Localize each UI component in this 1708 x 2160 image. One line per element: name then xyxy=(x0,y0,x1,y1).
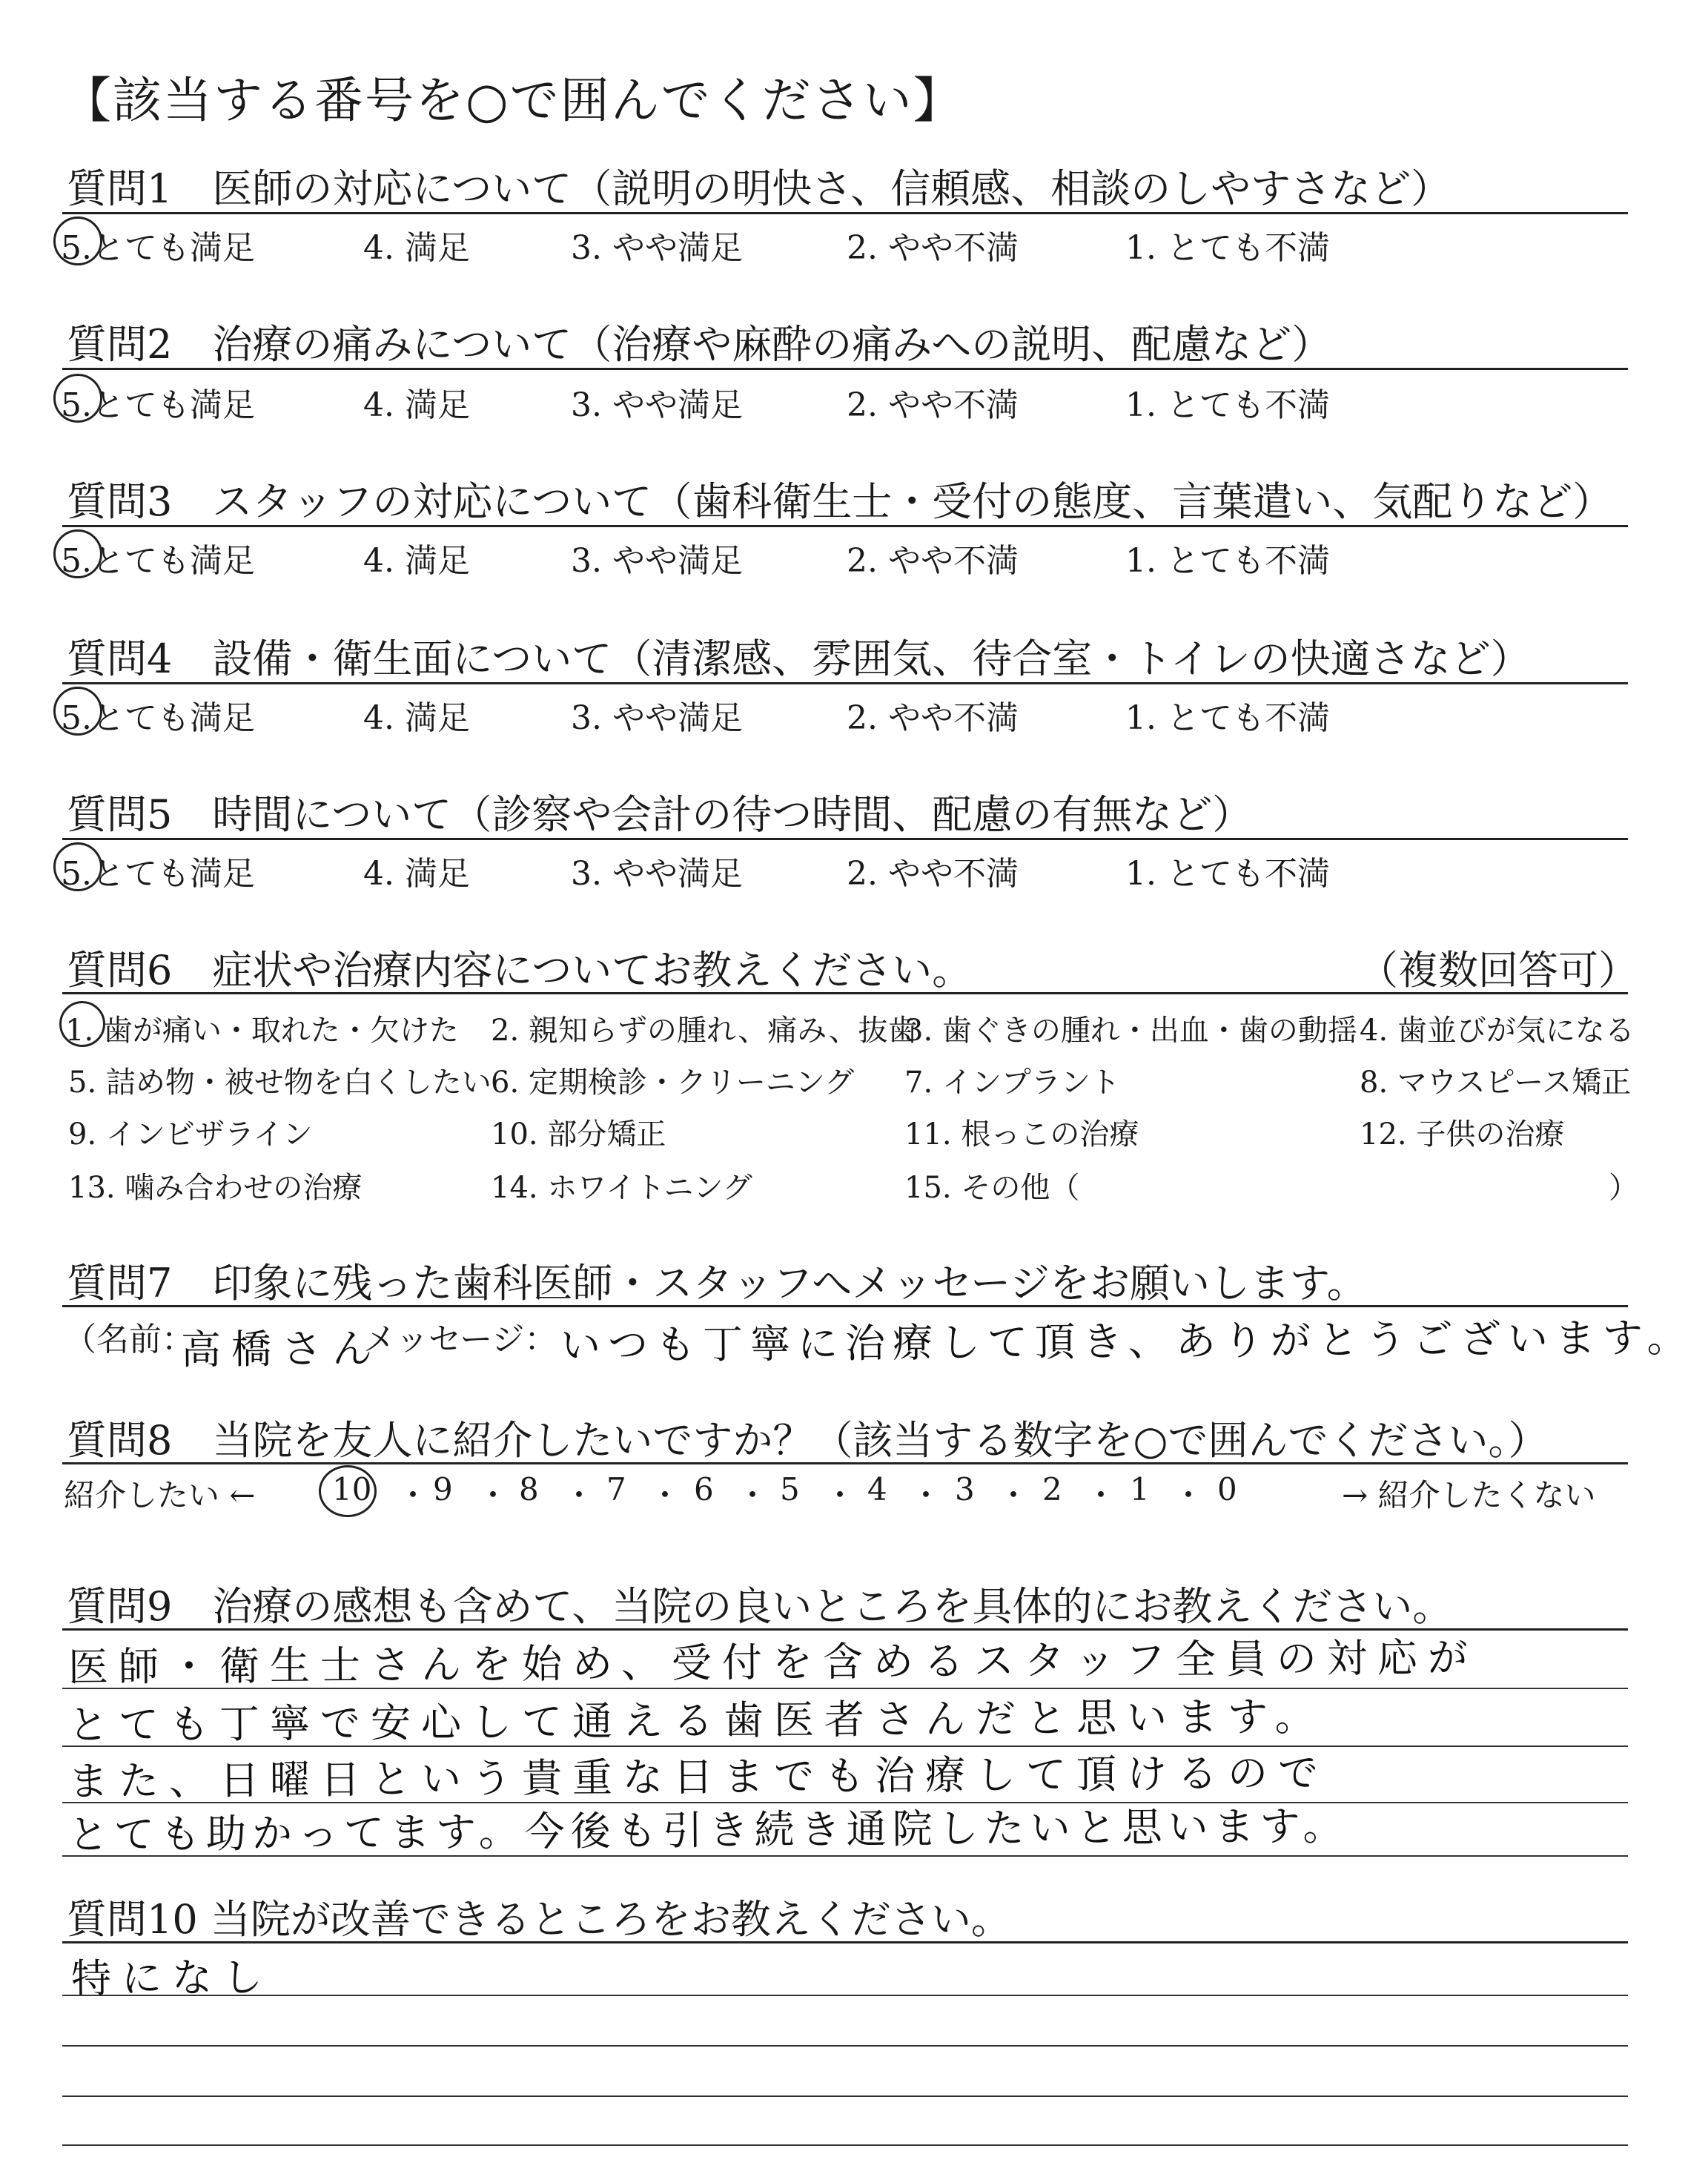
question-6-note: （複数回答可） xyxy=(1358,947,1638,994)
q3-option-3[interactable]: 3. やや満足 xyxy=(571,542,743,580)
question-7-rule xyxy=(62,1305,1628,1307)
q8-selection-circle xyxy=(319,1465,377,1517)
q2-option-2[interactable]: 2. やや不満 xyxy=(847,386,1019,424)
question-4-rule xyxy=(62,682,1628,684)
q4-option-5[interactable]: 5.とても満足 xyxy=(61,699,255,737)
q5-option-5[interactable]: 5.とても満足 xyxy=(61,855,255,893)
question-10-rule-4 xyxy=(62,2095,1628,2097)
question-1-rule xyxy=(62,212,1628,214)
q9-answer-line-3[interactable]: また、日曜日という貴重な日までも治療して頂けるので xyxy=(67,1749,1329,1805)
q4-option-1[interactable]: 1. とても不満 xyxy=(1125,699,1330,737)
q5-option-1[interactable]: 1. とても不満 xyxy=(1125,855,1330,893)
q8-scale-3[interactable]: 3 xyxy=(955,1471,975,1507)
q9-answer-line-1[interactable]: 医師・衛生士さんを始め、受付を含めるスタッフ全員の対応が xyxy=(67,1634,1479,1691)
q7-message-value[interactable]: いつも丁寧に治療して頂き、ありがとうございます。 xyxy=(560,1314,1695,1369)
q8-scale-4[interactable]: 4 xyxy=(867,1471,887,1507)
q7-name-label: （名前： xyxy=(64,1321,194,1358)
q8-scale-sep: ・ xyxy=(649,1477,681,1513)
question-6-rule xyxy=(62,992,1628,994)
q4-option-2[interactable]: 2. やや不満 xyxy=(847,699,1019,737)
question-5-title: 質問5 時間について（診察や会計の待つ時間、配慮の有無など） xyxy=(67,791,1253,838)
q8-scale-6[interactable]: 6 xyxy=(694,1471,714,1507)
question-5-rule xyxy=(62,838,1628,840)
q8-scale-0[interactable]: 0 xyxy=(1217,1471,1237,1507)
q8-scale-5[interactable]: 5 xyxy=(780,1471,800,1507)
question-7-title: 質問7 印象に残った歯科医師・スタッフへメッセージをお願いします。 xyxy=(67,1260,1367,1307)
q1-selection-circle xyxy=(53,217,102,265)
q6-item-1[interactable]: 1. 歯が痛い・取れた・欠けた xyxy=(65,1014,459,1048)
q6-item-11[interactable]: 11. 根っこの治療 xyxy=(904,1117,1139,1152)
q1-option-2[interactable]: 2. やや不満 xyxy=(847,229,1019,267)
question-9-rule-5 xyxy=(62,1855,1628,1857)
question-10-rule-1 xyxy=(62,1941,1628,1943)
q8-scale-sep: ・ xyxy=(477,1477,509,1513)
q9-answer-line-2[interactable]: とても丁寧で安心して通える歯医者さんだと思います。 xyxy=(67,1693,1325,1748)
page-header: 【該当する番号を○で囲んでください】 xyxy=(62,72,964,129)
q2-option-1[interactable]: 1. とても不満 xyxy=(1125,386,1330,424)
q8-scale-sep: ・ xyxy=(563,1477,595,1513)
q2-selection-circle xyxy=(53,374,102,423)
q7-name-value[interactable]: 高橋さん xyxy=(180,1325,383,1373)
question-1-title: 質問1 医師の対応について（説明の明快さ、信頼感、相談のしやすさなど） xyxy=(67,165,1452,212)
q8-scale-1[interactable]: 1 xyxy=(1130,1471,1150,1507)
q5-option-2[interactable]: 2. やや不満 xyxy=(847,855,1019,893)
q6-item-4[interactable]: 4. 歯並びが気になる xyxy=(1360,1014,1635,1048)
q8-scale-sep: ・ xyxy=(737,1477,769,1513)
q3-option-5[interactable]: 5.とても満足 xyxy=(61,542,255,580)
q5-option-3[interactable]: 3. やや満足 xyxy=(571,855,743,893)
question-3-rule xyxy=(62,525,1628,527)
q2-option-3[interactable]: 3. やや満足 xyxy=(571,386,743,424)
q6-item-15-close-paren: ） xyxy=(1609,1171,1638,1205)
q8-left-label: 紹介したい ← xyxy=(64,1477,256,1513)
q9-answer-line-4[interactable]: とても助かってます。今後も引き続き通院したいと思います。 xyxy=(67,1802,1349,1858)
q8-scale-sep: ・ xyxy=(910,1477,942,1513)
question-3-title: 質問3 スタッフの対応について（歯科衛生士・受付の態度、言葉遣い、気配りなど） xyxy=(67,478,1613,525)
question-6-title: 質問6 症状や治療内容についてお教えください。 xyxy=(67,947,973,994)
q8-scale-7[interactable]: 7 xyxy=(606,1471,626,1507)
q6-item-6[interactable]: 6. 定期検診・クリーニング xyxy=(491,1066,855,1100)
q6-item-7[interactable]: 7. インプラント xyxy=(904,1066,1120,1100)
q6-item-13[interactable]: 13. 噛み合わせの治療 xyxy=(68,1171,363,1205)
question-10-rule-2 xyxy=(62,1995,1628,1996)
q4-option-3[interactable]: 3. やや満足 xyxy=(571,699,743,737)
q8-scale-sep: ・ xyxy=(998,1477,1030,1513)
q3-option-1[interactable]: 1. とても不満 xyxy=(1125,542,1330,580)
q1-option-1[interactable]: 1. とても不満 xyxy=(1125,229,1330,267)
q8-scale-9[interactable]: 9 xyxy=(433,1471,453,1507)
q6-item-12[interactable]: 12. 子供の治療 xyxy=(1360,1117,1565,1152)
q6-item-5[interactable]: 5. 詰め物・被せ物を白くしたい xyxy=(68,1066,491,1100)
q6-item-14[interactable]: 14. ホワイトニング xyxy=(491,1171,752,1205)
q7-message-label: メッセージ： xyxy=(363,1321,557,1358)
q6-item-9[interactable]: 9. インビザライン xyxy=(68,1117,313,1152)
q6-item-15[interactable]: 15. その他（ xyxy=(904,1171,1080,1205)
q3-selection-circle xyxy=(53,529,102,578)
q2-option-4[interactable]: 4. 満足 xyxy=(363,386,470,424)
q4-selection-circle xyxy=(53,687,102,736)
q6-item-1-selection-circle xyxy=(59,1001,105,1047)
question-8-rule xyxy=(62,1462,1628,1464)
question-10-title: 質問10 当院が改善できるところをお教えください。 xyxy=(67,1896,1011,1943)
q1-option-3[interactable]: 3. やや満足 xyxy=(571,229,743,267)
q5-option-4[interactable]: 4. 満足 xyxy=(363,855,470,893)
q8-scale-sep: ・ xyxy=(824,1477,856,1513)
q3-option-2[interactable]: 2. やや不満 xyxy=(847,542,1019,580)
q6-item-8[interactable]: 8. マウスピース矯正 xyxy=(1360,1066,1632,1100)
question-9-title: 質問9 治療の感想も含めて、当院の良いところを具体的にお教えください。 xyxy=(67,1583,1453,1630)
q10-answer[interactable]: 特になし xyxy=(70,1954,274,2002)
question-2-rule xyxy=(62,368,1628,370)
q8-scale-sep: ・ xyxy=(1173,1477,1205,1513)
q6-item-2[interactable]: 2. 親知らずの腫れ、痛み、抜歯 xyxy=(491,1014,918,1048)
q8-scale-sep: ・ xyxy=(1085,1477,1117,1513)
q8-scale-8[interactable]: 8 xyxy=(519,1471,539,1507)
q4-option-4[interactable]: 4. 満足 xyxy=(363,699,470,737)
question-4-title: 質問4 設備・衛生面について（清潔感、雰囲気、待合室・トイレの快適さなど） xyxy=(67,635,1531,682)
q8-scale-10[interactable]: 10 xyxy=(332,1471,372,1507)
q6-item-3[interactable]: 3. 歯ぐきの腫れ・出血・歯の動揺 xyxy=(904,1014,1357,1048)
q8-scale-2[interactable]: 2 xyxy=(1042,1471,1062,1507)
question-2-title: 質問2 治療の痛みについて（治療や麻酔の痛みへの説明、配慮など） xyxy=(67,321,1332,368)
q5-selection-circle xyxy=(53,842,102,891)
q3-option-4[interactable]: 4. 満足 xyxy=(363,542,470,580)
q8-right-label: → 紹介したくない xyxy=(1342,1477,1596,1513)
q6-item-10[interactable]: 10. 部分矯正 xyxy=(491,1117,666,1152)
question-10-rule-3 xyxy=(62,2045,1628,2047)
question-8-title: 質問8 当院を友人に紹介したいですか？（該当する数字を○で囲んでください。） xyxy=(67,1417,1549,1464)
q1-option-5[interactable]: 5.とても満足 xyxy=(61,229,255,267)
q8-scale-sep: ・ xyxy=(397,1477,429,1513)
q2-option-5[interactable]: 5.とても満足 xyxy=(61,386,255,424)
question-10-rule-5 xyxy=(62,2144,1628,2146)
q1-option-4[interactable]: 4. 満足 xyxy=(363,229,470,267)
